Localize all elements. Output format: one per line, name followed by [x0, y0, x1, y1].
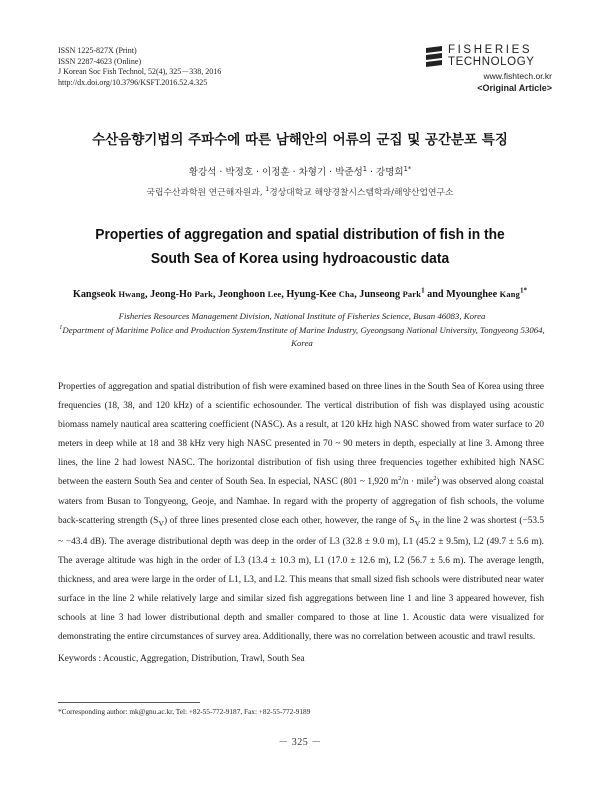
author-last: Lee: [267, 290, 282, 299]
korean-authors: [0, 164, 600, 178]
korean-affiliations: [0, 185, 600, 198]
author-last: Park: [194, 290, 214, 299]
author-first: Jeong-Ho: [150, 289, 195, 300]
author-sup: 1: [421, 286, 425, 295]
page-number: － 325 －: [278, 737, 322, 748]
author-conjunction: and: [424, 289, 447, 300]
fisheries-logo-icon: [424, 45, 444, 67]
english-authors: Kangseok Hwang, Jeong-Ho Park, Jeonghoon Lee, Hyung-Kee Cha, Junseong Park$^1$ and Myounghee Kang$^{1*}$: [72, 286, 528, 300]
logo-line-2: TECHNOLOGY: [448, 56, 535, 68]
korean-authors-main: 황강석 · 박정호 · 이정훈 · 차형기 · 박준성: [188, 167, 363, 178]
author-first: Jeonghoon: [218, 289, 268, 300]
issn-print: ISSN 1225-827X (Print): [58, 46, 137, 55]
abstract-text: ) of three lines presented close each other, however, the range of S: [163, 515, 415, 526]
korean-affil-sup: 1: [265, 186, 270, 194]
korean-author-sup-1: 1: [362, 164, 367, 173]
journal-logo: [424, 44, 552, 93]
author-last: Cha: [338, 290, 355, 299]
abstract-sup: 2: [433, 475, 437, 483]
author-sup: 1*: [519, 286, 528, 295]
author-first: Hyung-Kee: [286, 289, 339, 300]
article-type: <Original Article>: [477, 83, 552, 93]
journal-url[interactable]: www.fishtech.or.kr: [483, 71, 552, 81]
journal-citation: J Korean Soc Fish Technol, 52(4), 325－338, 2016: [58, 67, 222, 77]
abstract-text: /n · mile: [401, 477, 434, 488]
author-first: Kangseok: [72, 289, 119, 300]
author-last: Kang: [499, 290, 520, 299]
footnote-divider: [58, 702, 200, 703]
author-last: Park: [402, 290, 422, 299]
korean-authors-last: · 강명희: [367, 167, 404, 178]
english-affil-2-wrap: [58, 324, 546, 351]
korean-affil-2: 경상대학교 해양경찰시스템학과/해양산업연구소: [269, 188, 454, 198]
abstract-sup: 2: [398, 475, 402, 483]
english-affil-2-sup: 1: [59, 324, 63, 331]
abstract: [58, 378, 544, 647]
keywords: Keywords : Acoustic, Aggregation, Distribution, Trawl, South Sea: [58, 654, 305, 664]
logo-line-1: FISHERIES: [448, 44, 533, 56]
english-affiliations: [58, 310, 546, 351]
abstract-sub: V: [414, 518, 421, 528]
korean-author-sup-2: 1*: [403, 164, 412, 173]
english-affil-2: Department of Maritime Police and Production System/Institute of Marine Industry, Gyeongsang National University, Tongyeong 53064, Korea: [62, 324, 545, 348]
abstract-sub: V: [158, 518, 164, 528]
corresponding-author-footnote: *Corresponding author: mk@gnu.ac.kr, Tel: +82-55-772-9187, Fax: +82-55-772-9189: [58, 707, 311, 716]
korean-title: 수산음향기법의 주파수에 따른 남해안의 어류의 군집 및 공간분포 특징: [92, 132, 508, 148]
issn-online: ISSN 2287-4623 (Online): [58, 56, 142, 66]
korean-affil-1: 국립수산과학원 연근해자원과,: [146, 188, 266, 198]
journal-info: [58, 46, 358, 88]
author-first: Junseong: [359, 289, 403, 300]
abstract-text: ) was observed along coastal waters from Busan to Tongyeong, Geoje, and Namhae. In regard with the property of aggregation of fish schools, the volume back-scattering strength (S: [58, 477, 545, 526]
abstract-text: Properties of aggregation and spatial distribution of fish were examined based on three lines in the South Sea of Korea using three frequencies (18, 38, and 120 kHz) of a scientific echosounder. The vertical distribution of fish was displayed using acoustic biomass namely nautical area scattering coefficient (NASC). As a result, at 120 kHz high NASC showed from water surface to 20 meters in deep while at 18 and 38 kHz very high NASC presented in 70 ~ 90 meters in depth, especially at line 3. Among three lines, the line 2 had lowest NASC. The horizontal distribution of fish using three frequencies together exhibited high NASC between the eastern South Sea and center of South Sea. In especial, NASC (801 ~ 1,920 m: [58, 382, 544, 488]
doi-link[interactable]: http://dx.doi.org/10.3796/KSFT.2016.52.4.325: [58, 77, 208, 87]
author-last: Hwang: [118, 290, 146, 299]
english-affil-1: Fisheries Resources Management Division, National Institute of Fisheries Science, Busan 46083, Korea: [118, 311, 486, 321]
author-first: Myounghee: [446, 289, 500, 300]
english-title: Properties of aggregation and spatial distribution of fish in the South Sea of Korea using hydroacoustic data: [95, 226, 505, 267]
abstract-text: in the line 2 was shortest (−53.5 ~ −43.4 dB). The average distributional depth was deep in the order of L3 (32.8 ± 9.0 m), L1 (45.2 ± 9.5m), L2 (49.7 ± 5.6 m). The average altitude was high in the order of L3 (13.4 ± 10.3 m), L1 (17.0 ± 12.6 m), L2 (56.7 ± 5.6 m). The average length, thickness, and area were large in the order of L1, L3, and L2. This means that small sized fish schools were distributed near water surface in the line 2 while relatively large and similar sized fish aggregations between line 1 and line 3 appeared however, fish schools at line 3 had lower distributional depth and smaller compared to those at line 1. Acoustic data were visualized for demonstrating the entire circumstances of survey area. Additionally, there was no correlation between acoustic and trawl results.: [58, 515, 544, 643]
